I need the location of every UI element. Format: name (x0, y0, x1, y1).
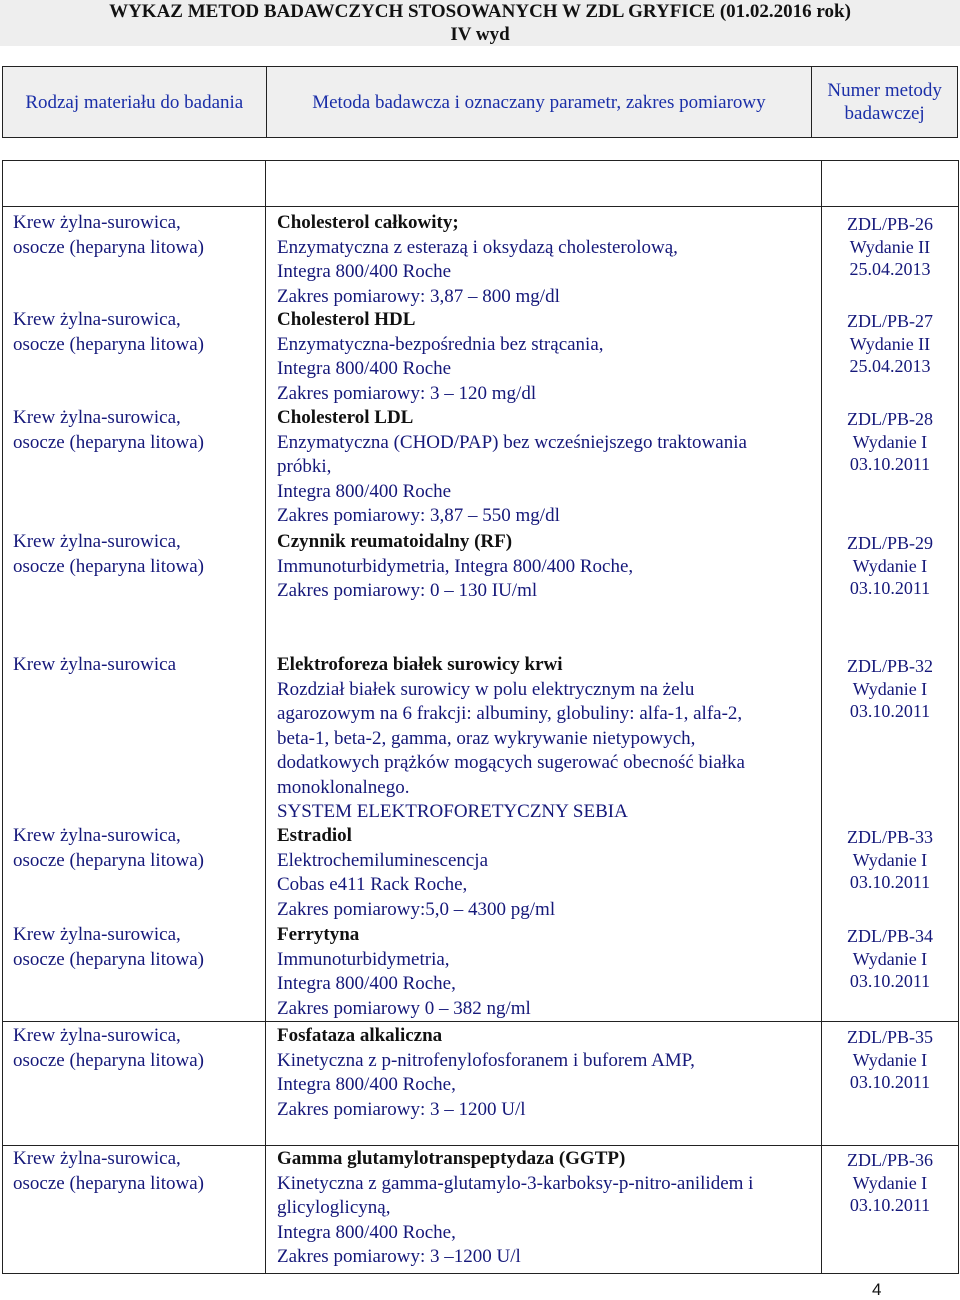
method-number-line: Wydanie I (852, 849, 928, 870)
group-row-3 (3, 1146, 959, 1274)
method-entry (266, 308, 821, 406)
method-number-line: 25.04.2013 (849, 259, 931, 279)
page-number: 4 (872, 1280, 882, 1299)
title-line-2: IV wyd (450, 24, 510, 45)
material-line: Krew żylna-surowica, (13, 212, 181, 233)
group-row-1 (3, 207, 959, 1022)
material-column (3, 207, 266, 1022)
header-material: Rodzaj materiału do badania (3, 67, 267, 138)
material-line: osocze (heparyna litowa) (13, 236, 204, 258)
method-number-line: Wydanie I (852, 948, 928, 969)
method-number (822, 925, 958, 993)
title-line-1: WYKAZ METOD BADAWCZYCH STOSOWANYCH W ZDL GRYFICE (01.02.2016 rok) (109, 1, 851, 22)
header-table (2, 66, 958, 138)
material-line: osocze (heparyna litowa) (13, 555, 204, 577)
method-name: Elektroforeza białek surowicy krwi (277, 654, 563, 675)
material-entry (3, 1024, 265, 1073)
page-title (0, 0, 960, 46)
material-line: osocze (heparyna litowa) (13, 948, 204, 970)
method-number-line: ZDL/PB-28 (846, 409, 933, 429)
method-number-line: 25.04.2013 (849, 356, 931, 376)
method-number-line: 03.10.2011 (849, 454, 931, 474)
method-detail-line: Zakres pomiarowy: 0 – 130 IU/ml (277, 580, 538, 601)
method-detail-line: Zakres pomiarowy:5,0 – 4300 pg/ml (277, 898, 556, 920)
method-number (822, 213, 958, 281)
method-column (266, 207, 822, 1022)
material-entry (3, 653, 265, 678)
method-entry (266, 923, 821, 1021)
method-number-line: Wydanie I (852, 678, 928, 699)
method-number-line: 03.10.2011 (849, 872, 931, 892)
method-number-line: 03.10.2011 (849, 701, 931, 721)
method-detail-line: Enzymatyczna-bezpośrednia bez strącania, (277, 333, 604, 355)
material-entry (3, 824, 265, 873)
method-number (822, 1026, 958, 1094)
method-detail-line: SYSTEM ELEKTROFORETYCZNY SEBIA (277, 801, 628, 822)
method-number (822, 408, 958, 476)
number-column (822, 1022, 959, 1146)
method-name: Ferrytyna (277, 924, 360, 945)
method-detail-line: Integra 800/400 Roche, (277, 1221, 456, 1243)
method-detail-line: Enzymatyczna (CHOD/PAP) bez wcześniejszego traktowania (277, 431, 747, 453)
method-number (822, 532, 958, 600)
method-detail-line: Integra 800/400 Roche, (277, 973, 456, 994)
method-detail-line: Zakres pomiarowy: 3 –1200 U/l (277, 1246, 521, 1267)
method-number-line: Wydanie I (852, 431, 928, 452)
method-entry (266, 530, 821, 604)
method-entry (266, 1147, 821, 1270)
method-number (822, 310, 958, 378)
number-column (822, 207, 959, 1022)
method-name: Cholesterol całkowity; (277, 212, 459, 233)
method-detail-line: Enzymatyczna z esterazą i oksydazą cholesterolową, (277, 236, 678, 258)
method-entry (266, 406, 821, 529)
method-name: Estradiol (277, 825, 352, 846)
method-number (822, 826, 958, 894)
method-number-line: 03.10.2011 (849, 578, 931, 598)
method-number-line: ZDL/PB-34 (846, 926, 933, 946)
header-method: Metoda badawcza i oznaczany parametr, zakres pomiarowy (266, 67, 812, 138)
method-entry (266, 653, 821, 825)
method-number-line: 03.10.2011 (849, 1072, 931, 1092)
method-detail-line: Zakres pomiarowy 0 – 382 ng/ml (277, 997, 531, 1019)
material-line: Krew żylna-surowica (13, 654, 177, 675)
method-detail-line: dodatkowych prążków mogących sugerować obecność białka (277, 752, 745, 773)
method-number-line: Wydanie I (852, 555, 928, 576)
method-detail-line: Zakres pomiarowy: 3 – 120 mg/dl (277, 382, 537, 404)
method-number (822, 1149, 958, 1217)
method-number-line: Wydanie II (849, 333, 931, 354)
material-line: osocze (heparyna litowa) (13, 1172, 204, 1194)
method-column (266, 1146, 822, 1274)
material-line: Krew żylna-surowica, (13, 531, 181, 552)
method-detail-line: Immunoturbidymetria, (277, 948, 450, 970)
material-line: osocze (heparyna litowa) (13, 333, 204, 355)
method-detail-line: Kinetyczna z gamma-glutamylo-3-karboksy-p-nitro-anilidem i (277, 1172, 754, 1194)
material-line: osocze (heparyna litowa) (13, 1049, 204, 1071)
method-number-line: Wydanie I (852, 1049, 928, 1070)
method-detail-line: Zakres pomiarowy: 3,87 – 800 mg/dl (277, 285, 560, 307)
method-number-line: Wydanie II (849, 236, 931, 257)
number-column (822, 1146, 959, 1274)
method-number-line: Wydanie I (852, 1172, 928, 1193)
material-line: osocze (heparyna litowa) (13, 431, 204, 453)
material-entry (3, 211, 265, 260)
method-detail-line: glicyloglicyną, (277, 1197, 391, 1218)
material-entry (3, 406, 265, 455)
method-detail-line: Immunoturbidymetria, Integra 800/400 Roche, (277, 555, 634, 577)
method-number-line: ZDL/PB-36 (846, 1150, 933, 1170)
method-number-line: ZDL/PB-35 (846, 1027, 933, 1047)
material-column (3, 1146, 266, 1274)
material-entry (3, 308, 265, 357)
method-detail-line: agarozowym na 6 frakcji: albuminy, globuliny: alfa-1, alfa-2, (277, 703, 743, 724)
group-row-2 (3, 1022, 959, 1146)
method-name: Cholesterol LDL (277, 407, 414, 428)
method-detail-line: Integra 800/400 Roche (277, 358, 452, 379)
method-column (266, 1022, 822, 1146)
material-column (3, 1022, 266, 1146)
method-detail-line: Integra 800/400 Roche, (277, 1074, 456, 1095)
method-detail-line: Zakres pomiarowy: 3,87 – 550 mg/dl (277, 505, 560, 526)
material-line: Krew żylna-surowica, (13, 407, 181, 428)
method-detail-line: beta-1, beta-2, gamma, oraz wykrywanie nietypowych, (277, 727, 696, 749)
material-line: osocze (heparyna litowa) (13, 849, 204, 871)
method-detail-line: Rozdział białek surowicy w polu elektrycznym na żelu (277, 678, 695, 700)
material-line: Krew żylna-surowica, (13, 825, 181, 846)
method-entry (266, 211, 821, 309)
material-entry (3, 530, 265, 579)
material-entry (3, 1147, 265, 1196)
method-number-line: ZDL/PB-26 (846, 214, 933, 234)
method-detail-line: Elektrochemiluminescencja (277, 849, 489, 871)
method-entry (266, 824, 821, 922)
material-entry (3, 923, 265, 972)
material-line: Krew żylna-surowica, (13, 1148, 181, 1169)
method-detail-line: Zakres pomiarowy: 3 – 1200 U/l (277, 1098, 526, 1120)
method-detail-line: Cobas e411 Rack Roche, (277, 874, 468, 895)
method-number-line: ZDL/PB-27 (846, 311, 933, 331)
method-detail-line: Kinetyczna z p-nitrofenylofosforanem i buforem AMP, (277, 1049, 695, 1071)
material-line: Krew żylna-surowica, (13, 309, 181, 330)
method-number-line: 03.10.2011 (849, 971, 931, 991)
method-detail-line: Integra 800/400 Roche (277, 261, 452, 282)
method-number-line: ZDL/PB-29 (846, 533, 933, 553)
method-number-line: ZDL/PB-32 (846, 656, 933, 676)
method-name: Cholesterol HDL (277, 309, 416, 330)
method-name: Czynnik reumatoidalny (RF) (277, 531, 513, 552)
method-number-line: 03.10.2011 (849, 1195, 931, 1215)
method-detail-line: próbki, (277, 456, 332, 477)
spacer-row (3, 161, 959, 207)
material-line: Krew żylna-surowica, (13, 924, 181, 945)
header-number: Numer metody badawczej (812, 67, 958, 138)
method-name: Gamma glutamylotranspeptydaza (GGTP) (277, 1148, 626, 1169)
method-number-line: ZDL/PB-33 (846, 827, 933, 847)
method-entry (266, 1024, 821, 1122)
method-detail-line: Integra 800/400 Roche (277, 480, 452, 502)
method-number (822, 655, 958, 723)
methods-table (2, 160, 959, 1274)
material-line: Krew żylna-surowica, (13, 1025, 181, 1046)
method-name: Fosfataza alkaliczna (277, 1025, 443, 1046)
method-detail-line: monoklonalnego. (277, 776, 410, 798)
